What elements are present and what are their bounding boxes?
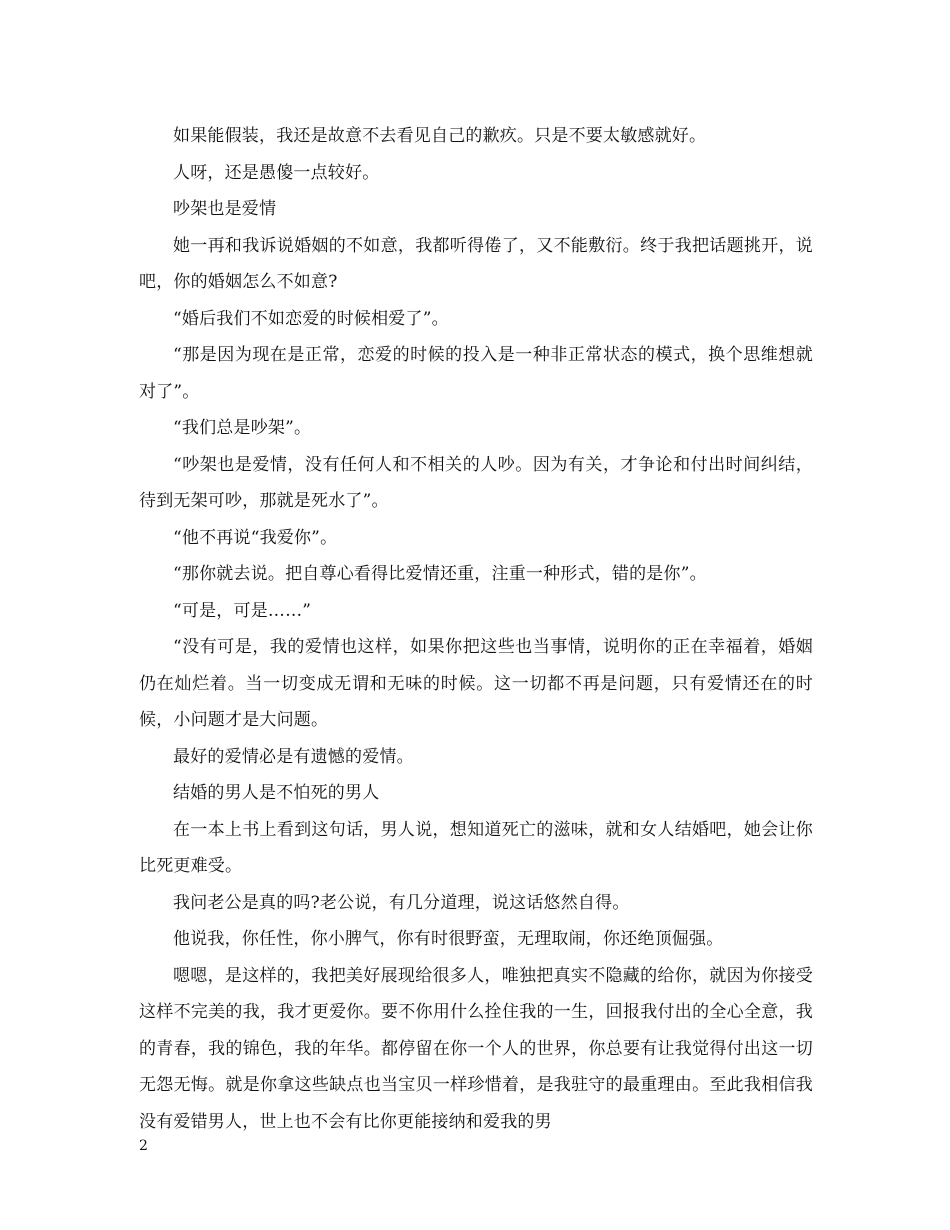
section-heading: 吵架也是爱情: [173, 199, 277, 219]
page-number: 2: [139, 1138, 148, 1154]
paragraph: “可是，可是……”: [173, 600, 312, 621]
paragraph: 如果能假装，我还是故意不去看见自己的歉疚。只是不要太敏感就好。: [173, 126, 707, 146]
paragraph: “婚后我们不如恋爱的时候相爱了”。: [173, 308, 449, 329]
paragraph: “他不再说“我爱你”。: [173, 527, 338, 548]
section-heading: 结婚的男人是不怕死的男人: [173, 783, 380, 803]
paragraph: 我问老公是真的吗?老公说，有几分道理，说这话悠然自得。: [173, 892, 630, 913]
paragraph: “那是因为现在是正常，恋爱的时候的投入是一种非正常状态的模式，换个思维想就对了”。: [139, 345, 813, 402]
paragraph: 在一本上书上看到这句话，男人说，想知道死亡的滋味，就和女人结婚吧，她会让你比死更难受。: [139, 819, 813, 876]
paragraph: “没有可是，我的爱情也这样，如果你把这些也当事情，说明你的正在幸福着，婚姻仍在灿烂着。当一切变成无谓和无味的时候。这一切都不再是问题，只有爱情还在的时候，小问题才是大问题。: [139, 637, 813, 730]
paragraph: 人呀，还是愚傻一点较好。: [173, 162, 380, 183]
body-text: [139, 118, 813, 1140]
paragraph: “那你就去说。把自尊心看得比爱情还重，注重一种形式，错的是你”。: [173, 564, 707, 584]
paragraph: “我们总是吵架”。: [173, 418, 312, 438]
paragraph: “吵架也是爱情，没有任何人和不相关的人吵。因为有关，才争论和付出时间纠结，待到无架可吵，那就是死水了”。: [139, 454, 813, 511]
paragraph: 他说我，你任性，你小脾气，你有时很野蛮，无理取闹，你还绝顶倔强。: [173, 929, 724, 949]
paragraph: 最好的爱情必是有遗憾的爱情。: [173, 746, 414, 767]
paragraph: 嗯嗯，是这样的，我把美好展现给很多人，唯独把真实不隐藏的给你，就因为你接受这样不完美的我，我才更爱你。要不你用什么拴住我的一生，回报我付出的全心全意，我的青春，我的锦色，我的年华。都停留在你一个人的世界，你总要有让我觉得付出这一切无怨无悔。就是你拿这些缺点也当宝贝一样珍惜着，是我驻守的最重理由。至此我相信我没有爱错男人，世上也不会有比你更能接纳和爱我的男: [139, 965, 813, 1132]
paragraph: 她一再和我诉说婚姻的不如意，我都听得倦了，又不能敷衍。终于我把话题挑开，说吧，你的婚姻怎么不如意?: [139, 235, 813, 292]
